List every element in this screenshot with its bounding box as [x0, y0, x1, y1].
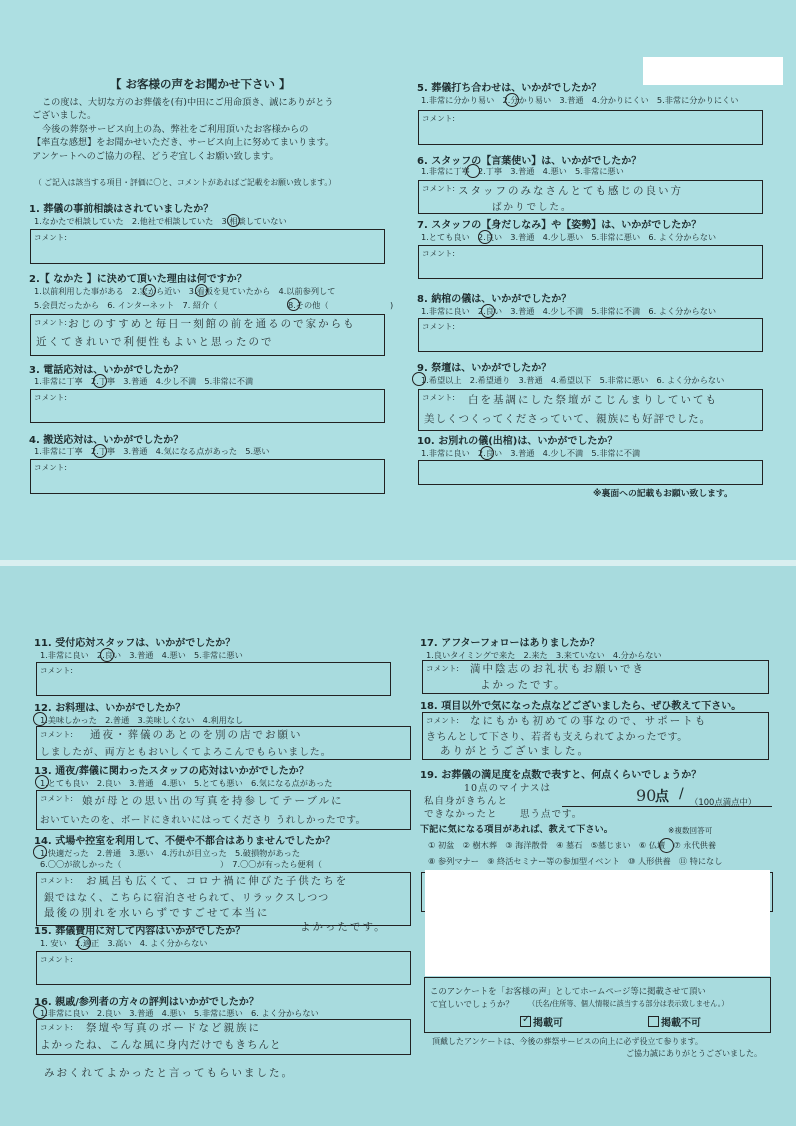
selected-mark	[93, 444, 107, 458]
comment-box[interactable]: コメント:	[36, 1019, 411, 1055]
question-options: ） 7.〇〇が有ったら便利（	[220, 859, 322, 869]
comment-box[interactable]: コメント:	[36, 662, 391, 696]
question-options: 1.とても良い 2.良い 3.普通 4.悪い 5.とても悪い 6.気になる点があった	[40, 778, 333, 788]
question-title: 17. アフターフォローはありましたか？	[420, 638, 600, 649]
handwritten-comment: 近くてきれいで利便性もよいと思ったので	[36, 336, 274, 348]
comment-box[interactable]: コメント:	[418, 110, 763, 145]
question-options: 1.非常に良い 2.良い 3.普通 4.悪い 5.非常に悪い	[40, 650, 243, 660]
question-options: 1.以前利用した事がある 2.家から近い 3.看板を見ていたから 4.以前参列して	[34, 286, 336, 296]
handwritten-comment: 祭壇や写真のボードなど親族に	[86, 1022, 261, 1034]
selected-mark	[466, 164, 480, 178]
question-title: 10. お別れの儀(出棺)は、いかがでしたか？	[417, 436, 618, 447]
handwritten-comment: スタッフのみなさんとても感じの良い方	[458, 185, 683, 197]
question-title: 6. スタッフの【言葉使い】は、いかがでしたか？	[417, 156, 642, 167]
comment-box[interactable]: コメント:	[422, 660, 769, 694]
consent-note: （氏名/住所等、個人情報に該当する部分は表示致しません。）	[528, 999, 729, 1008]
interest-options: ⑧ 参列マナー ⑨ 終活セミナー等の参加型イベント ⑩ 人形供養 ⑪ 特になし	[428, 856, 723, 866]
handwritten-comment: 娘が母との思い出の写真を持参してテーブルに	[82, 795, 344, 807]
consent-ng-option[interactable]	[648, 1014, 701, 1029]
selected-mark	[100, 648, 114, 662]
question-options: 1.非常に良い 2.良い 3.普通 4.少し不満 5.非常に不満	[421, 448, 641, 458]
handwritten-comment: できなかったと	[424, 809, 498, 820]
comment-box[interactable]: コメント:	[30, 459, 385, 494]
score-unit: 点	[655, 789, 669, 805]
selected-mark	[481, 304, 495, 318]
question-options: 1.非常に良い 2.良い 3.普通 4.悪い 5.非常に悪い 6. よく分からない	[40, 1008, 319, 1018]
score-max: （100点満点中）	[690, 797, 757, 807]
interest-title: 下記に気になる項目があれば、教えて下さい。	[420, 824, 613, 835]
selected-mark	[505, 93, 519, 107]
page-title: 【 お客様の声をお聞かせ下さい 】	[110, 77, 291, 91]
footer-text: ご協力誠にありがとうございました。	[626, 1049, 762, 1058]
question-title: 2.【 なかた 】に決めて頂いた理由は何ですか？	[29, 274, 247, 285]
selected-mark	[659, 838, 674, 853]
comment-box[interactable]	[418, 460, 763, 485]
question-title: 19. お葬儀の満足度を点数で表すと、何点くらいでしょうか？	[420, 770, 702, 781]
question-options: 5.会員だったから 6. インターネット 7. 紹介（	[34, 300, 218, 310]
interest-options: ① 初盆 ② 樹木葬 ③ 海洋散骨 ④ 墓石 ⑤墓じまい ⑥ 仏壇 ⑦ 永代供養	[428, 840, 717, 850]
comment-box[interactable]: コメント:	[418, 245, 763, 279]
handwritten-comment: 通夜・葬儀のあとのを別の店でお願い	[90, 729, 303, 741]
selected-mark	[227, 214, 240, 227]
question-options: 6.〇〇が欲しかった（	[40, 859, 122, 869]
selected-mark	[287, 298, 300, 311]
question-title: 12. お料理は、いかがでしたか？	[34, 703, 186, 714]
question-title: 18. 項目以外で気になった点などございましたら、ぜひ教えて下さい。	[420, 701, 742, 712]
handwritten-comment: 美しくつくってくださっていて、親族にも好評でした。	[424, 413, 712, 425]
question-title: 4. 搬送応対は、いかがでしたか？	[29, 435, 184, 446]
question-title: 11. 受付応対スタッフは、いかがでしたか？	[34, 638, 236, 649]
paren: )	[390, 300, 394, 310]
handwritten-comment: 私自身がきちんと	[424, 796, 509, 807]
comment-box[interactable]: コメント:	[30, 314, 385, 356]
intro-line: ございました。	[32, 110, 97, 121]
selected-mark	[33, 712, 47, 726]
selected-mark	[478, 230, 492, 244]
comment-box[interactable]: コメント:	[36, 726, 411, 760]
intro-line: 【率直な感想】をお聞かせいただき、サービス向上に努めてまいります。	[32, 137, 335, 148]
handwritten-comment: おいていたのを、ボードにきれいにはってくださり うれしかったです。	[40, 815, 366, 826]
comment-box[interactable]: コメント:	[418, 389, 763, 431]
comment-box[interactable]: コメント:	[36, 790, 411, 830]
question-title: 1. 葬儀の事前相談はされていましたか？	[29, 204, 214, 215]
selected-mark	[195, 284, 208, 297]
intro-line: アンケートへのご協力の程、どうぞ宜しくお願い致します。	[32, 151, 279, 162]
selected-mark	[480, 446, 494, 460]
handwritten-comment: 最後の別れを水いらずですごせて本当に	[44, 907, 270, 919]
question-options: 1.良いタイミングで来た 2.来た 3.来ていない 4.分からない	[426, 650, 662, 660]
question-title: 16. 親戚/参列者の方々の評判はいかがでしたか？	[34, 997, 259, 1008]
question-title: 14. 式場や控室を利用して、不便や不都合はありませんでしたか？	[34, 836, 335, 847]
question-options: 1.非常に丁寧 2.丁寧 3.普通 4.悪い 5.非常に悪い	[421, 166, 624, 176]
question-options: 8.その他（	[288, 300, 329, 310]
score-underline	[562, 806, 772, 807]
question-options: 1.希望以上 2.希望通り 3.普通 4.希望以下 5.非常に悪い 6. よく分からない	[421, 375, 725, 385]
consent-ng-label: 掲載不可	[661, 1018, 701, 1029]
handwritten-comment: お風呂も広くて、コロナ禍に伸びた子供たちを	[86, 875, 349, 887]
consent-text: このアンケートを「お客様の声」としてホームページ等に掲載させて頂い	[430, 986, 706, 996]
intro-line: 今後の葬祭サービス向上の為、弊社をご利用頂いたお客様からの	[42, 124, 309, 135]
handwritten-comment: みおくれてよかったと言ってもらいました。	[44, 1067, 294, 1079]
handwritten-comment: 白を基調にした祭壇がこじんまりしていても	[468, 394, 718, 406]
consent-ok-label: 掲載可	[533, 1018, 563, 1029]
satisfaction-score[interactable]: 90	[636, 786, 657, 805]
handwritten-comment: 10点のマイナスは	[464, 783, 552, 794]
multiple-answer-note: ※複数回答可	[668, 826, 713, 835]
back-side-note: ※裏面への記載もお願い致します。	[593, 489, 733, 499]
handwritten-comment: 思う点です。	[520, 809, 583, 820]
handwritten-comment: 満中陰志のお礼状もお願いでき	[470, 663, 645, 675]
question-options: 1.非常に分かり易い 2.分かり易い 3.普通 4.分かりにくい 5.非常に分かりにくい	[421, 95, 739, 105]
selected-mark	[33, 845, 47, 859]
question-title: 8. 納棺の儀は、いかがでしたか？	[417, 294, 572, 305]
question-title: 7. スタッフの【身だしなみ】や【姿勢】は、いかがでしたか？	[417, 220, 702, 231]
score-slash: /	[679, 786, 684, 802]
question-title: 9. 祭壇は、いかがでしたか？	[417, 363, 552, 374]
handwritten-comment: おじのすすめと毎日一刻館の前を通るので家からも	[68, 318, 356, 330]
redacted-area	[425, 870, 770, 976]
handwritten-comment: なにもかも初めての事なので、サポートも	[470, 715, 708, 727]
comment-box[interactable]: コメント:	[30, 229, 385, 264]
question-options: 1.非常に丁寧 2.丁寧 3.普通 4.気になる点があった 5.悪い	[34, 446, 270, 456]
handwritten-comment: ありがとうございました。	[440, 745, 590, 757]
comment-box[interactable]: コメント:	[36, 872, 411, 926]
question-title: 5. 葬儀打ち合わせは、いかがでしたか？	[417, 83, 602, 94]
comment-box[interactable]: コメント:	[422, 712, 769, 760]
checkbox-icon	[648, 1016, 659, 1027]
selected-mark	[77, 936, 91, 950]
question-options: 1.非常に丁寧 2.丁寧 3.普通 4.少し不満 5.非常に不満	[34, 376, 254, 386]
question-options: 1.快適だった 2.普通 3.悪い 4.汚れが目立った 5.破損物があった	[40, 848, 301, 858]
question-title: 13. 通夜/葬儀に関わったスタッフの応対はいかがでしたか？	[34, 766, 309, 777]
handwritten-comment: よかったね、こんな風に身内だけでもきちんと	[40, 1039, 282, 1051]
footer-text: 頂戴したアンケートは、今後の葬祭サービスの向上に必ず役立て参ります。	[432, 1037, 703, 1046]
question-options: 1.なかたで相談していた 2.他社で相談していた 3.相談していない	[34, 216, 287, 226]
consent-text: て宜しいでしょうか？	[430, 999, 514, 1009]
question-options: 1.とても良い 2.良い 3.普通 4.少し悪い 5.非常に悪い 6. よく分からない	[421, 232, 717, 242]
handwritten-comment: よかったです。	[480, 679, 567, 691]
selected-mark	[412, 372, 426, 386]
intro-line: この度は、大切な方のお葬儀を(有)中田にご用命頂き、誠にありがとう	[42, 97, 334, 108]
question-options: 1.美味しかった 2.普通 3.美味しくない 4.利用なし	[40, 715, 244, 725]
selected-mark	[33, 1005, 47, 1019]
question-title: 15. 葬儀費用に対して内容はいかがでしたか？	[34, 926, 246, 937]
comment-box[interactable]: コメント:	[418, 180, 763, 214]
redacted-area	[643, 57, 783, 85]
selected-mark	[143, 284, 156, 297]
comment-box[interactable]: コメント:	[418, 318, 763, 352]
selected-mark	[35, 775, 49, 789]
question-options: 1.非常に良い 2.良い 3.普通 4.少し不満 5.非常に不満 6. よく分からない	[421, 306, 717, 316]
handwritten-comment: よかったです。	[300, 921, 387, 933]
comment-box[interactable]: コメント:	[30, 389, 385, 423]
handwritten-comment: ばかりでした。	[492, 202, 573, 213]
selected-mark	[93, 374, 107, 388]
question-options: 1. 安い 2.適正 3.高い 4. よく分からない	[40, 938, 208, 948]
consent-ok-option[interactable]	[520, 1014, 563, 1029]
comment-box[interactable]: コメント:	[36, 951, 411, 985]
handwritten-comment: きちんとして下さり、若者も支えられてよかったです。	[426, 732, 688, 743]
checked-box-icon: ✓	[522, 1014, 531, 1025]
instruction-note: （ ご記入は該当する項目・評価に〇と、コメントがあればご記載をお願い致します。）	[34, 178, 337, 187]
question-title: 3. 電話応対は、いかがでしたか？	[29, 365, 184, 376]
handwritten-comment: 銀ではなく、こちらに宿泊させられて、リラックスしつつ	[44, 893, 330, 904]
handwritten-comment: しましたが、両方ともおいしくてよろこんでもらいました。	[40, 747, 332, 758]
